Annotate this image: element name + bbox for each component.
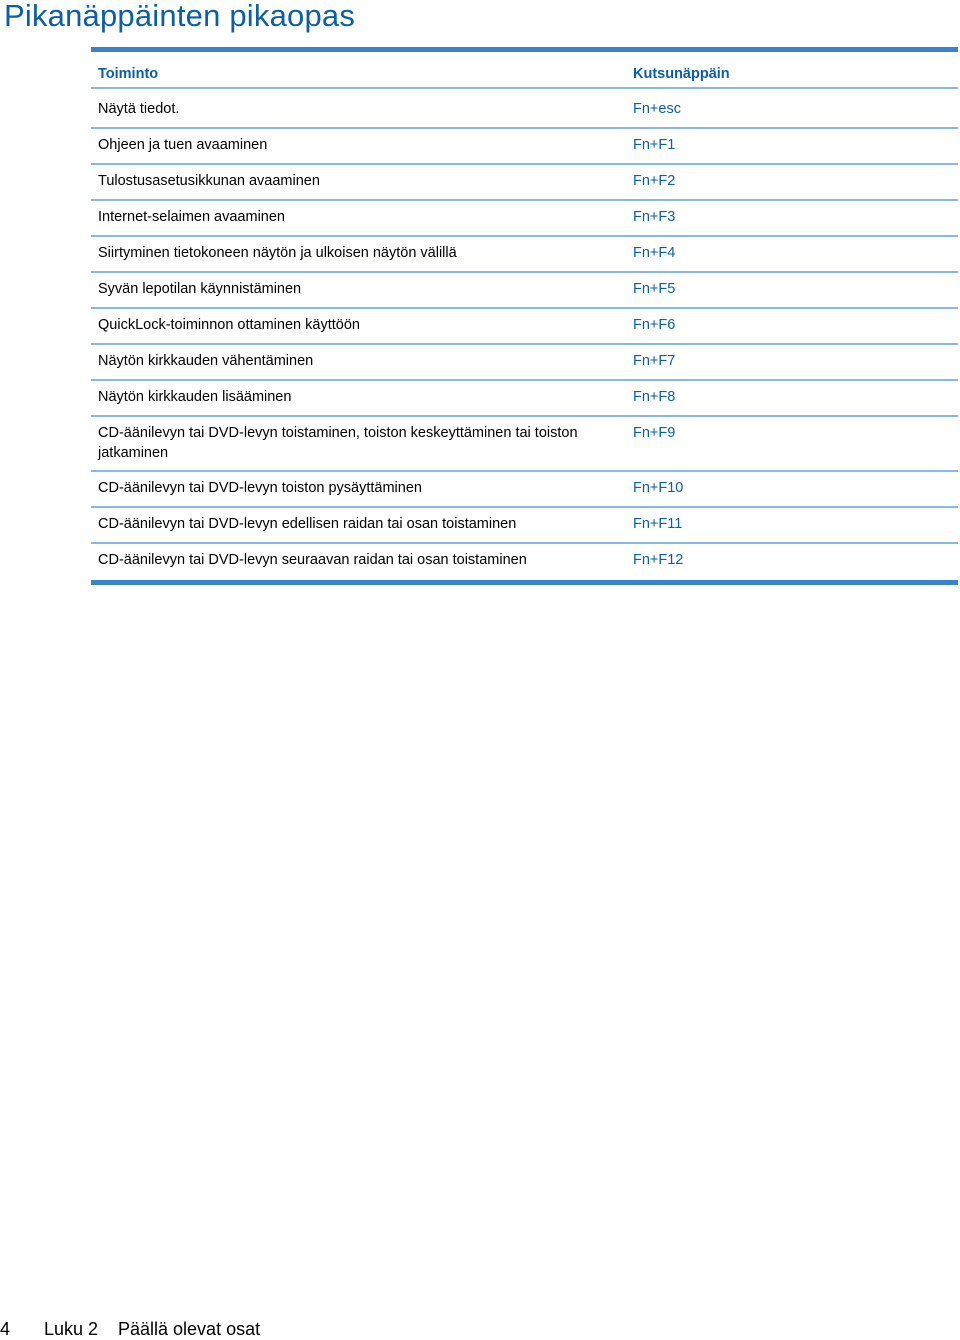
shortcut-cell: Fn+F1	[633, 137, 676, 153]
table-row	[91, 309, 958, 345]
action-cell: Näytä tiedot.	[98, 101, 180, 117]
header-action: Toiminto	[98, 66, 159, 82]
shortcut-cell: Fn+F12	[633, 552, 684, 568]
shortcut-cell: Fn+F11	[633, 516, 683, 532]
header-shortcut: Kutsunäppäin	[633, 66, 730, 82]
shortcut-cell: Fn+esc	[633, 101, 681, 117]
table-row	[91, 89, 958, 129]
shortcut-cell: Fn+F4	[633, 245, 676, 261]
table-header-row	[91, 52, 958, 89]
page-footer	[0, 1318, 260, 1340]
table-row	[91, 472, 958, 508]
action-cell: Näytön kirkkauden lisääminen	[98, 389, 292, 405]
table-row	[91, 237, 958, 273]
action-cell: CD-äänilevyn tai DVD-levyn edellisen raidan tai osan toistaminen	[98, 516, 517, 532]
table-row	[91, 417, 958, 472]
table-row	[91, 273, 958, 309]
action-cell: CD-äänilevyn tai DVD-levyn toiston pysäyttäminen	[98, 480, 422, 496]
action-cell: Internet-selaimen avaaminen	[98, 209, 285, 225]
action-cell: Ohjeen ja tuen avaaminen	[98, 137, 268, 153]
action-cell: Näytön kirkkauden vähentäminen	[98, 353, 314, 369]
action-cell: QuickLock-toiminnon ottaminen käyttöön	[98, 317, 360, 333]
table-row	[91, 165, 958, 201]
action-cell: CD-äänilevyn tai DVD-levyn seuraavan raidan tai osan toistaminen	[98, 552, 527, 568]
shortcut-cell: Fn+F10	[633, 480, 684, 496]
chapter-label: Luku 2	[44, 1319, 99, 1339]
table-bottom-rule	[91, 580, 958, 585]
page-number: 4	[0, 1319, 11, 1339]
action-cell: Tulostusasetusikkunan avaaminen	[98, 173, 320, 189]
shortcut-cell: Fn+F2	[633, 173, 676, 189]
shortcut-cell: Fn+F9	[633, 425, 676, 441]
action-cell: CD-äänilevyn tai DVD-levyn toistaminen, toiston keskeyttäminen tai toiston jatkaminen	[98, 425, 578, 461]
table-row	[91, 508, 958, 544]
table-row	[91, 201, 958, 237]
action-cell: Syvän lepotilan käynnistäminen	[98, 281, 302, 297]
table-row	[91, 381, 958, 417]
table-row	[91, 129, 958, 165]
shortcut-cell: Fn+F7	[633, 353, 676, 369]
shortcut-cell: Fn+F6	[633, 317, 676, 333]
table-row	[91, 544, 958, 580]
shortcut-cell: Fn+F5	[633, 281, 676, 297]
page-title: Pikanäppäinten pikaopas	[4, 0, 356, 33]
table-row	[91, 345, 958, 381]
action-cell: Siirtyminen tietokoneen näytön ja ulkoisen näytön välillä	[98, 245, 457, 261]
shortcut-cell: Fn+F3	[633, 209, 676, 225]
chapter-title: Päällä olevat osat	[118, 1319, 261, 1339]
shortcut-table	[91, 47, 958, 585]
shortcut-cell: Fn+F8	[633, 389, 676, 405]
